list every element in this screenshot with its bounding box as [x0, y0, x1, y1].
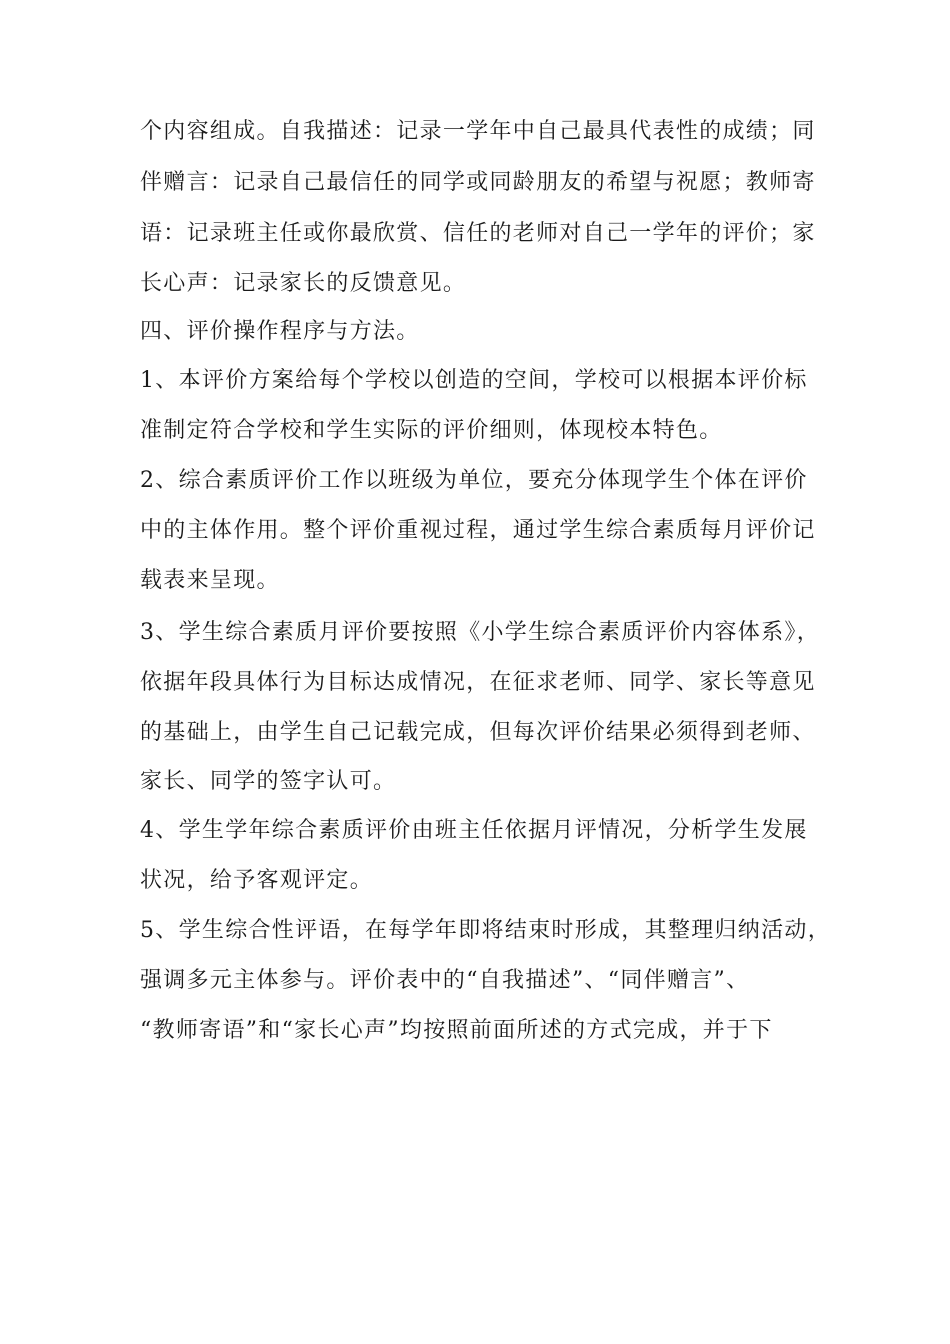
paragraph-line: 家长、同学的签字认可。 [140, 769, 397, 794]
paragraph-line: 状况，给予客观评定。 [140, 868, 374, 893]
section-heading: 四、评价操作程序与方法。 [140, 319, 420, 344]
paragraph-line: 4、学生学年综合素质评价由班主任依据月评情况，分析学生发展 [140, 818, 808, 843]
paragraph-line: 1、本评价方案给每个学校以创造的空间，学校可以根据本评价标 [140, 368, 808, 393]
paragraph-line: 准制定符合学校和学生实际的评价细则，体现校本特色。 [140, 418, 723, 443]
paragraph-line: 个内容组成。自我描述：记录一学年中自己最具代表性的成绩；同 [140, 119, 816, 144]
paragraph-line: 语：记录班主任或你最欣赏、信任的老师对自己一学年的评价；家 [140, 221, 816, 246]
paragraph-line: 长心声：记录家长的反馈意见。 [140, 271, 467, 296]
paragraph-line: “教师寄语”和“家长心声”均按照前面所述的方式完成，并于下 [140, 1018, 773, 1043]
paragraph-line: 强调多元主体参与。评价表中的“自我描述”、“同伴赠言”、 [140, 968, 750, 993]
paragraph-line: 伴赠言：记录自己最信任的同学或同龄朋友的希望与祝愿；教师寄 [140, 170, 816, 195]
paragraph-line: 3、学生综合素质月评价要按照《小学生综合素质评价内容体系》， [140, 620, 820, 645]
paragraph-line: 中的主体作用。整个评价重视过程，通过学生综合素质每月评价记 [140, 518, 816, 543]
paragraph-line: 依据年段具体行为目标达成情况，在征求老师、同学、家长等意见 [140, 670, 816, 695]
paragraph-line: 的基础上，由学生自己记载完成，但每次评价结果必须得到老师、 [140, 720, 816, 745]
paragraph-line: 2、综合素质评价工作以班级为单位，要充分体现学生个体在评价 [140, 468, 808, 493]
paragraph-line: 5、学生综合性评语，在每学年即将结束时形成，其整理归纳活动， [140, 918, 831, 943]
paragraph-line: 载表来呈现。 [140, 568, 280, 593]
